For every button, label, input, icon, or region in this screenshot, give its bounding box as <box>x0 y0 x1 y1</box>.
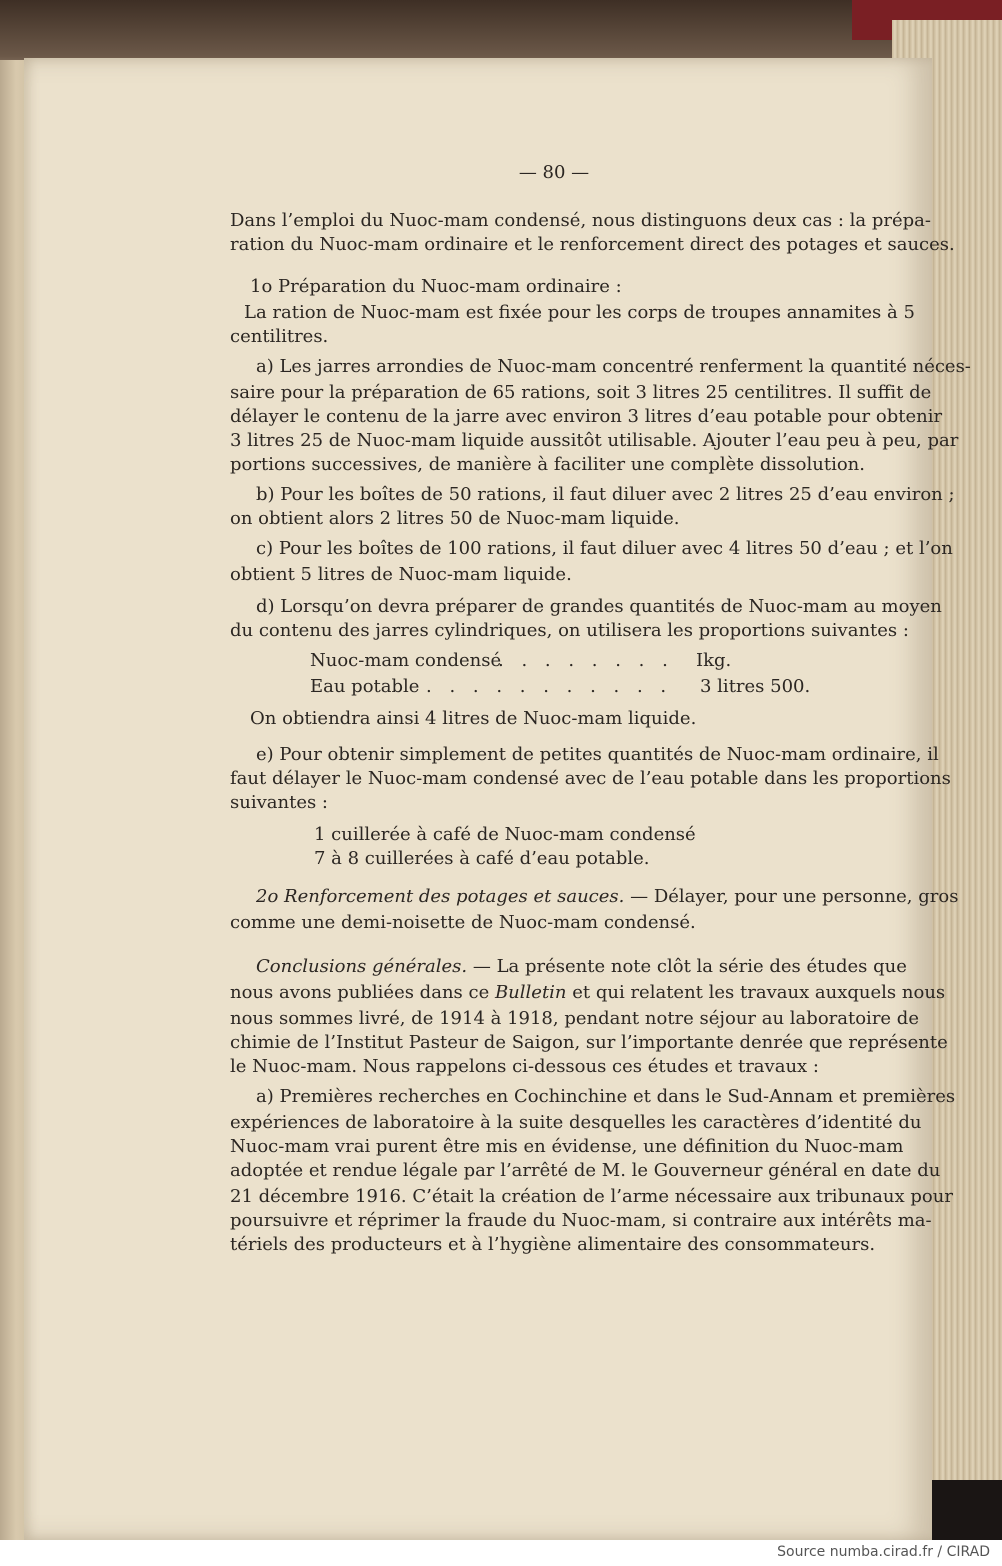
proportion-line: 7 à 8 cuillerées à café d’eau potable. <box>314 848 650 869</box>
proportion-value: Ikg. <box>696 650 732 671</box>
text-line: délayer le contenu de la jarre avec environ 3 litres d’eau potable pour obtenir <box>230 406 943 427</box>
text-line: saire pour la préparation de 65 rations, soit 3 litres 25 centilitres. Il suffit de <box>230 382 932 403</box>
text-line: tériels des producteurs et à l’hygiène alimentaire des consommateurs. <box>230 1234 876 1255</box>
section-text: — La présente note clôt la série des études que <box>467 956 907 977</box>
text-line: 21 décembre 1916. C’était la création de l’arme nécessaire aux tribunaux pour <box>230 1186 953 1207</box>
text-line: poursuivre et réprimer la fraude du Nuoc-mam, si contraire aux intérêts ma- <box>230 1210 932 1231</box>
text-line: Nuoc-mam vrai purent être mis en évidense, une définition du Nuoc-mam <box>230 1136 904 1157</box>
leader-dots: . . . . . . . . . . . <box>426 676 673 697</box>
text-line: faut délayer le Nuoc-mam condensé avec de l’eau potable dans les proportions <box>230 768 951 789</box>
text-line: Dans l’emploi du Nuoc-mam condensé, nous distinguons deux cas : la prépa- <box>230 210 931 231</box>
text-line: a) Premières recherches en Cochinchine et dans le Sud-Annam et premières <box>256 1086 956 1107</box>
text-line: b) Pour les boîtes de 50 rations, il faut diluer avec 2 litres 25 d’eau environ ; <box>256 484 955 505</box>
proportion-value: 3 litres 500. <box>700 676 811 697</box>
text-line: obtient 5 litres de Nuoc-mam liquide. <box>230 564 572 585</box>
page-number: — 80 — <box>518 162 590 183</box>
text-line: adoptée et rendue légale par l’arrêté de M. le Gouverneur général en date du <box>230 1160 941 1181</box>
text-line: suivantes : <box>230 792 328 813</box>
text-line: on obtient alors 2 litres 50 de Nuoc-mam liquide. <box>230 508 680 529</box>
document-page <box>24 58 971 1540</box>
text-line: portions successives, de manière à faciliter une complète dissolution. <box>230 454 865 475</box>
text-line: nous sommes livré, de 1914 à 1918, pendant notre séjour au laboratoire de <box>230 1008 919 1029</box>
book-cover-corner <box>932 1480 1002 1540</box>
source-credit: Source numba.cirad.fr / CIRAD <box>777 1544 990 1560</box>
text-line: centilitres. <box>230 326 329 347</box>
leader-dots: . . . . . . . . <box>498 650 674 671</box>
text-line: c) Pour les boîtes de 100 rations, il faut diluer avec 4 litres 50 d’eau ; et l’on <box>256 538 953 559</box>
text-line: ration du Nuoc-mam ordinaire et le renforcement direct des potages et sauces. <box>230 234 955 255</box>
proportion-label: Eau potable <box>310 676 420 697</box>
text-line: La ration de Nuoc-mam est fixée pour les corps de troupes annamites à 5 <box>244 302 915 323</box>
text-line: d) Lorsqu’on devra préparer de grandes quantités de Nuoc-mam au moyen <box>256 596 942 617</box>
text-line <box>230 982 945 1004</box>
bulletin-title: Bulletin <box>494 982 567 1003</box>
text-line: 1o Préparation du Nuoc-mam ordinaire : <box>250 276 622 297</box>
text-line: On obtiendra ainsi 4 litres de Nuoc-mam liquide. <box>250 708 697 729</box>
text-line: a) Les jarres arrondies de Nuoc-mam concentré renferment la quantité néces- <box>256 356 971 377</box>
section-text: — Délayer, pour une personne, gros <box>624 886 959 907</box>
text-line: le Nuoc-mam. Nous rappelons ci-dessous ces études et travaux : <box>230 1056 819 1077</box>
text-line: chimie de l’Institut Pasteur de Saigon, sur l’importante denrée que représente <box>230 1032 948 1053</box>
section-text: et qui relatent les travaux auxquels nous <box>566 982 946 1003</box>
text-line: expériences de laboratoire à la suite desquelles les caractères d’identité du <box>230 1112 922 1133</box>
text-line <box>256 956 907 978</box>
text-line: 3 litres 25 de Nuoc-mam liquide aussitôt utilisable. Ajouter l’eau peu à peu, par <box>230 430 959 451</box>
section-text: nous avons publiées dans ce <box>230 982 495 1003</box>
text-line: e) Pour obtenir simplement de petites quantités de Nuoc-mam ordinaire, il <box>256 744 939 765</box>
proportion-label: Nuoc-mam condensé <box>310 650 502 671</box>
text-line: du contenu des jarres cylindriques, on utilisera les proportions suivantes : <box>230 620 909 641</box>
section-heading: Conclusions générales. <box>256 956 468 977</box>
text-line: comme une demi-noisette de Nuoc-mam condensé. <box>230 912 696 933</box>
section-heading: 2o Renforcement des potages et sauces. <box>256 886 625 907</box>
footer-bar <box>0 1540 1002 1566</box>
text-line <box>256 886 958 908</box>
proportion-line: 1 cuillerée à café de Nuoc-mam condensé <box>314 824 696 845</box>
